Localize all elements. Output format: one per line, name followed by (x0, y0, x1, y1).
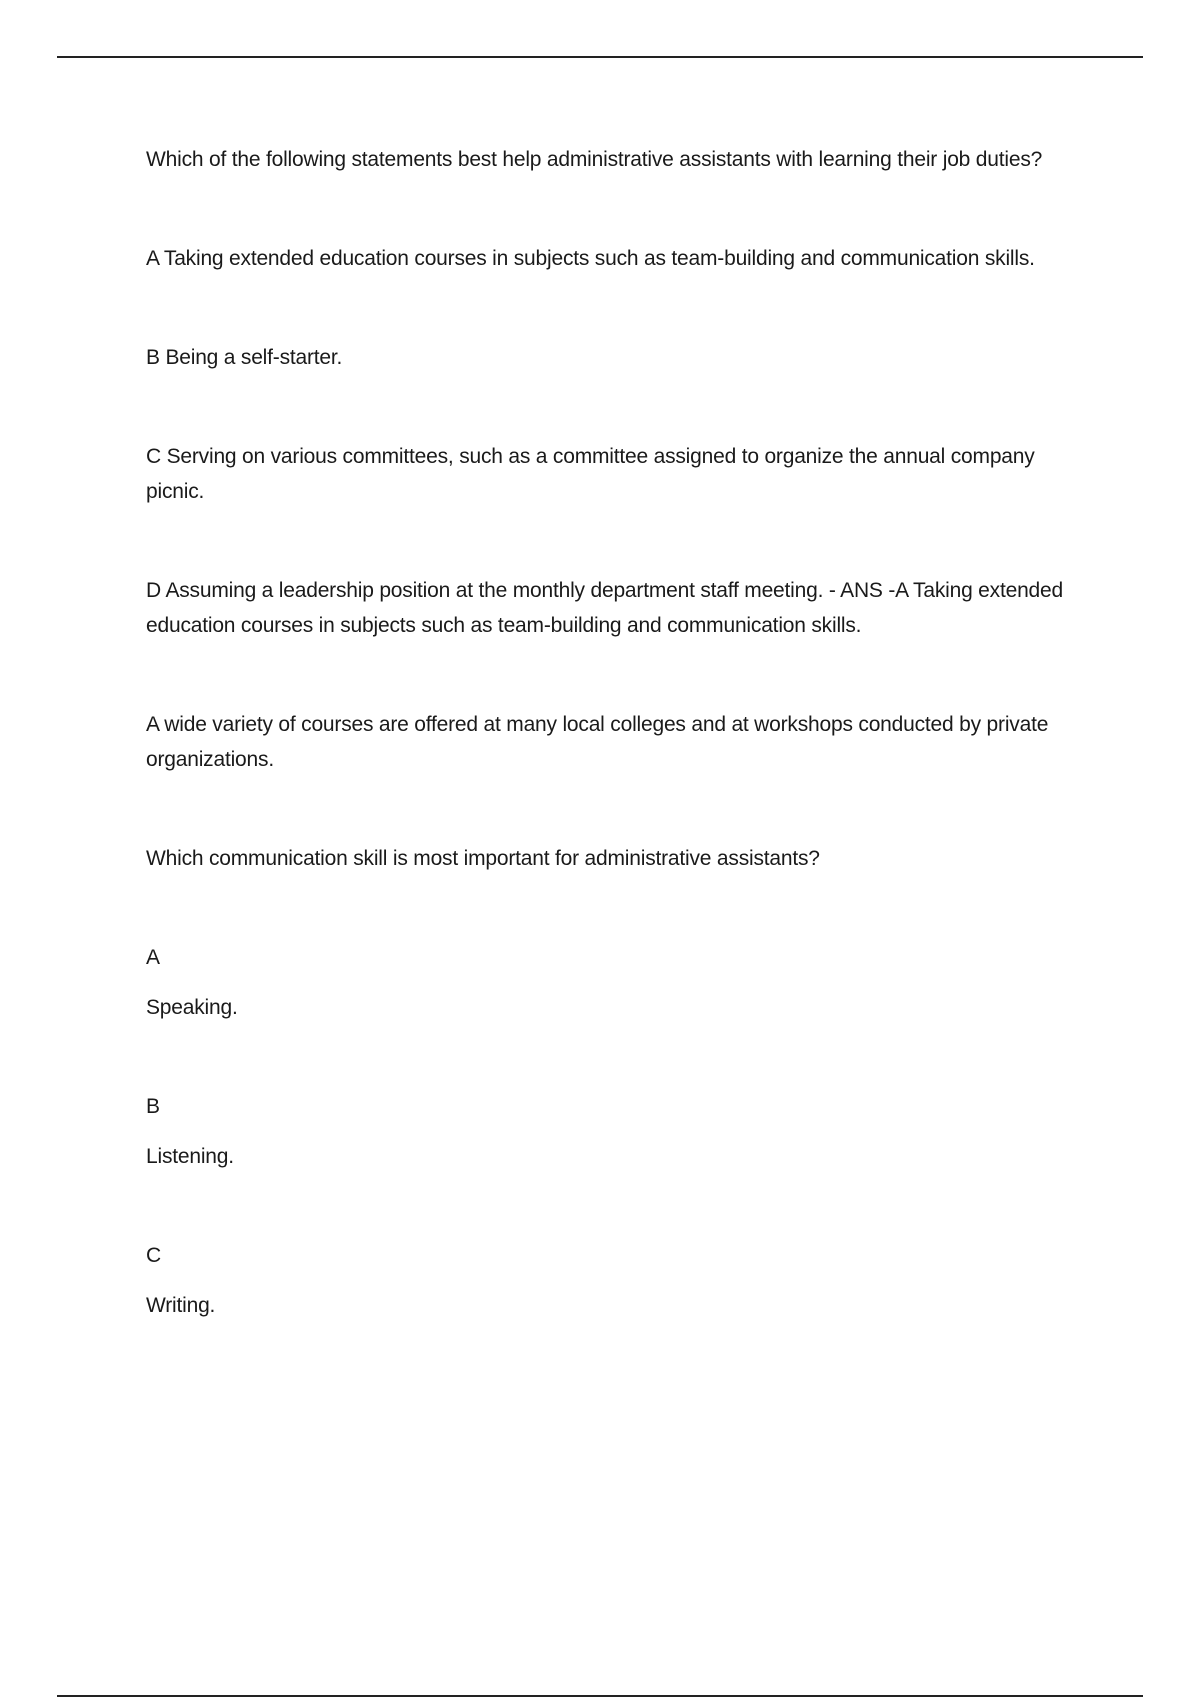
question-1: Which of the following statements best help administrative assistants with learning their job duties? (146, 148, 1043, 171)
footer-rule (57, 1695, 1143, 1697)
header-rule (57, 56, 1143, 58)
question-1-option-a: A Taking extended education courses in subjects such as team-building and communication skills. (146, 247, 1035, 270)
question-2-option-b-text: Listening. (146, 1145, 234, 1168)
question-1-option-c: C Serving on various committees, such as a committee assigned to organize the annual company picnic. (146, 445, 1035, 503)
question-2-option-c-text: Writing. (146, 1294, 216, 1317)
question-2-option-c-letter: C (146, 1244, 161, 1267)
document-body (146, 142, 1096, 1323)
question-2-option-a-text: Speaking. (146, 996, 238, 1019)
question-1-explanation: A wide variety of courses are offered at many local colleges and at workshops conducted by private organizations. (146, 713, 1049, 771)
question-1-option-d-answer: D Assuming a leadership position at the monthly department staff meeting. - ANS -A Taking extended education courses in subjects such as team-building and communication skills. (146, 579, 1063, 637)
question-1-option-b: B Being a self-starter. (146, 346, 343, 369)
question-2-option-b-letter: B (146, 1095, 160, 1118)
question-2-option-a-letter: A (146, 946, 160, 969)
question-2: Which communication skill is most important for administrative assistants? (146, 847, 820, 870)
